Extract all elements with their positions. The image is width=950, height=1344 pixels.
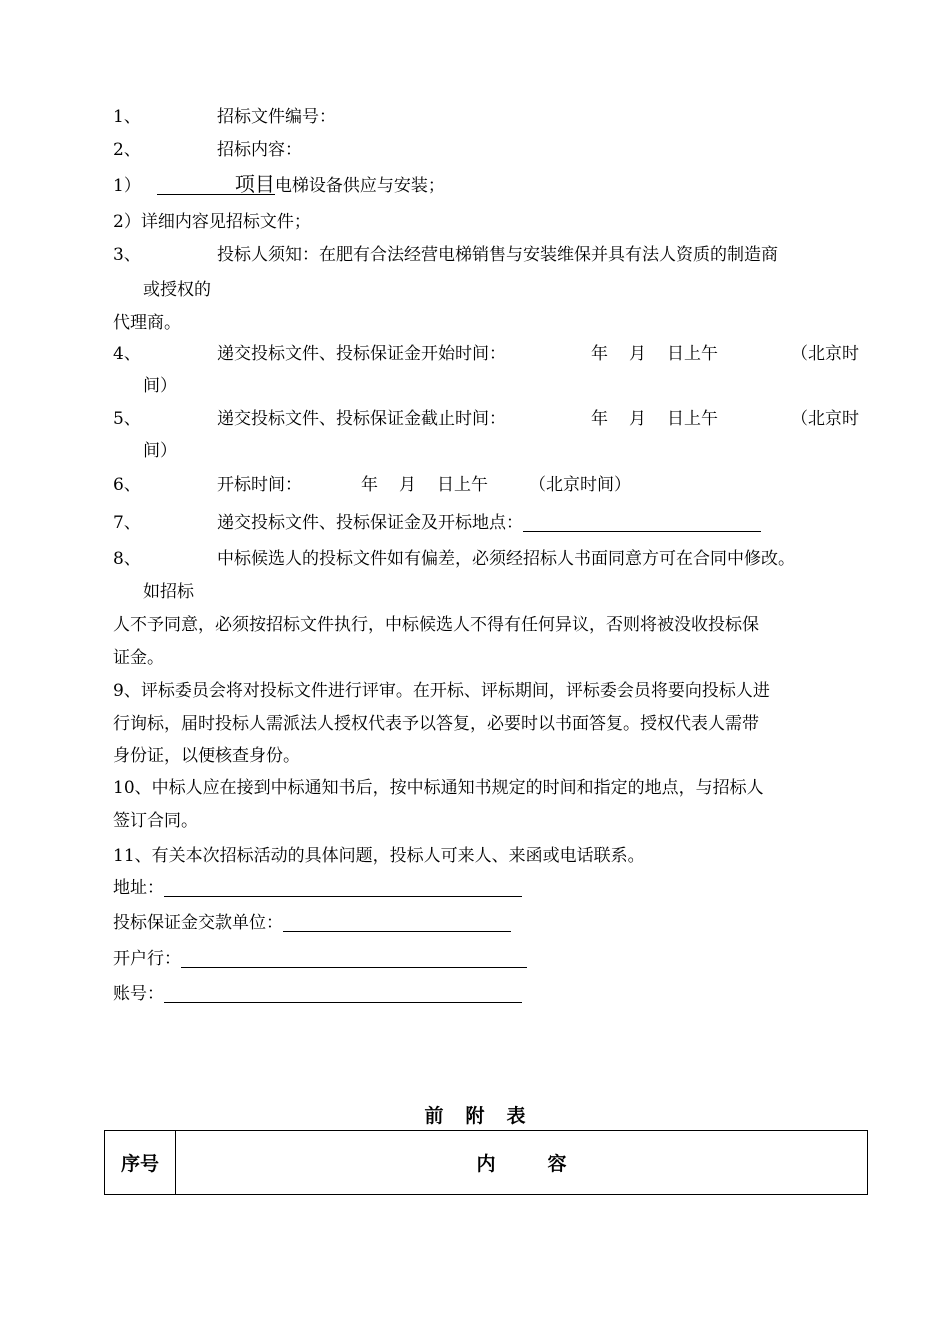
- year-label: 年: [591, 409, 608, 429]
- item-3-continued: 或授权的: [143, 280, 211, 300]
- day-label: 日上午: [667, 344, 718, 364]
- table-header-row: [105, 1131, 868, 1195]
- item-3: [113, 245, 778, 265]
- header-char: 容: [547, 1153, 567, 1175]
- item-text: 递交投标文件、投标保证金及开标地点：: [217, 513, 523, 533]
- item-number: 4、: [113, 344, 141, 364]
- item-text: 招标文件编号：: [217, 107, 336, 127]
- item-number: 7、: [113, 513, 141, 533]
- item-11: 11、有关本次招标活动的具体问题，投标人可来人、来函或电话联系。: [113, 846, 645, 866]
- sub-item-2: 2）详细内容见招标文件；: [113, 212, 311, 232]
- item-2: [113, 140, 302, 160]
- project-name-blank: 项目: [157, 174, 275, 195]
- item-5-continued: 间）: [143, 441, 177, 461]
- item-10-line-2: 签订合同。: [113, 811, 198, 831]
- month-label: 月: [629, 344, 646, 364]
- item-8: [113, 549, 795, 569]
- item-10-line-1: 10、中标人应在接到中标通知书后，按中标通知书规定的时间和指定的地点，与招标人: [113, 778, 764, 798]
- month-label: 月: [399, 475, 416, 495]
- header-char: 内: [476, 1153, 496, 1175]
- account-label: 账号：: [113, 984, 164, 1004]
- item-text: 投标人须知：在肥有合法经营电梯销售与安装维保并具有法人资质的制造商: [217, 245, 778, 265]
- payment-unit-line: [113, 913, 511, 933]
- item-text: 开标时间：: [217, 475, 302, 495]
- item-4-continued: 间）: [143, 376, 177, 396]
- item-number: 5、: [113, 409, 141, 429]
- item-9-line-2: 行询标，届时投标人需派法人授权代表予以答复，必要时以书面答复。授权代表人需带: [113, 714, 759, 734]
- bank-blank: [181, 949, 527, 968]
- location-blank: [523, 513, 761, 532]
- item-text: 招标内容：: [217, 140, 302, 160]
- item-number: 2、: [113, 140, 141, 160]
- table-title: [0, 1101, 950, 1128]
- timezone-label: （北京时: [791, 344, 859, 364]
- year-label: 年: [591, 344, 608, 364]
- timezone-label: （北京时间）: [529, 475, 631, 495]
- payment-unit-blank: [283, 913, 511, 932]
- item-7: [113, 513, 761, 533]
- month-label: 月: [629, 409, 646, 429]
- appendix-table: [104, 1130, 868, 1195]
- sub-item-1: [113, 174, 445, 196]
- column-header-index: 序号: [105, 1131, 176, 1195]
- account-line: [113, 984, 522, 1004]
- address-line: [113, 878, 522, 898]
- year-label: 年: [361, 475, 378, 495]
- title-char: 表: [506, 1105, 526, 1127]
- title-char: 附: [465, 1105, 485, 1127]
- address-label: 地址：: [113, 878, 164, 898]
- item-number: 1、: [113, 107, 141, 127]
- item-9-line-3: 身份证，以便核查身份。: [113, 746, 300, 766]
- item-text: 递交投标文件、投标保证金截止时间：: [217, 409, 506, 429]
- item-6: [113, 475, 631, 495]
- account-blank: [164, 984, 522, 1003]
- title-char: 前: [424, 1105, 444, 1127]
- item-text: 中标候选人的投标文件如有偏差，必须经招标人书面同意方可在合同中修改。: [217, 549, 795, 569]
- bank-line: [113, 949, 527, 969]
- item-number: 8、: [113, 549, 141, 569]
- item-8-continued-3: 证金。: [113, 648, 164, 668]
- payment-unit-label: 投标保证金交款单位：: [113, 913, 283, 933]
- sub-item-number: 1）: [113, 176, 141, 196]
- item-9-line-1: 9、评标委员会将对投标文件进行评审。在开标、评标期间，评标委会员将要向投标人进: [113, 681, 770, 701]
- bank-label: 开户行：: [113, 949, 181, 969]
- item-number: 3、: [113, 245, 141, 265]
- item-text: 递交投标文件、投标保证金开始时间：: [217, 344, 506, 364]
- item-number: 6、: [113, 475, 141, 495]
- day-label: 日上午: [437, 475, 488, 495]
- item-3-continued-2: 代理商。: [113, 313, 181, 333]
- item-4: [113, 344, 859, 364]
- item-5: [113, 409, 859, 429]
- item-8-continued-2: 人不予同意，必须按招标文件执行，中标候选人不得有任何异议，否则将被没收投标保: [113, 615, 759, 635]
- timezone-label: （北京时: [791, 409, 859, 429]
- sub-item-text: 电梯设备供应与安装；: [274, 176, 445, 196]
- column-header-content: [176, 1131, 868, 1195]
- address-blank: [164, 878, 522, 897]
- item-1: [113, 107, 336, 127]
- item-8-continued: 如招标: [143, 582, 194, 602]
- day-label: 日上午: [667, 409, 718, 429]
